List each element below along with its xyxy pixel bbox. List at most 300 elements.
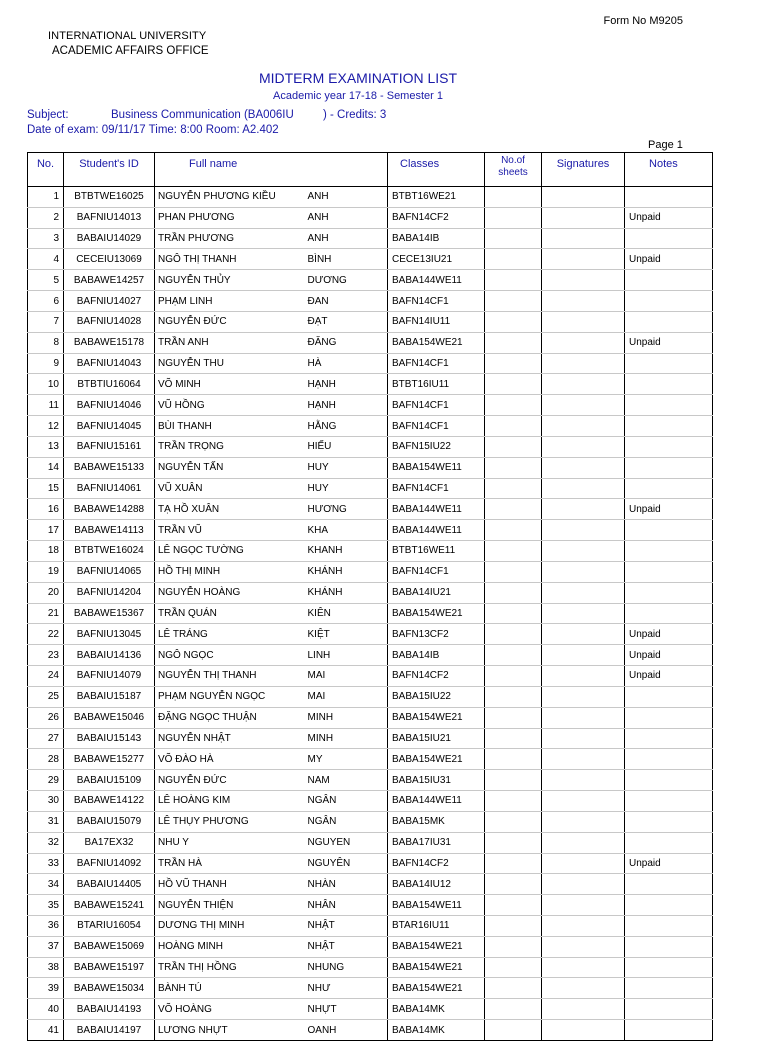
class-code: CECE13IU21	[388, 249, 485, 270]
sheets-cell	[485, 457, 542, 478]
last-name: PHẠM LINH	[155, 291, 306, 312]
first-name: KHANH	[306, 541, 388, 562]
first-name: HUY	[306, 478, 388, 499]
row-number: 1	[28, 187, 64, 208]
class-code: BABA154WE11	[388, 895, 485, 916]
row-number: 6	[28, 291, 64, 312]
table-row	[28, 832, 713, 853]
first-name: NGUYÊN	[306, 853, 388, 874]
first-name: HẰNG	[306, 416, 388, 437]
row-number: 20	[28, 582, 64, 603]
student-id: BABAIU15079	[64, 811, 155, 832]
table-row	[28, 457, 713, 478]
student-id: BABAWE15133	[64, 457, 155, 478]
page-number: Page 1	[648, 139, 683, 151]
student-id: BABAIU14193	[64, 999, 155, 1020]
note	[625, 187, 713, 208]
note	[625, 957, 713, 978]
table-row	[28, 499, 713, 520]
row-number: 35	[28, 895, 64, 916]
table-row	[28, 895, 713, 916]
last-name: HOÀNG MINH	[155, 936, 306, 957]
class-code: BTBT16WE11	[388, 541, 485, 562]
row-number: 4	[28, 249, 64, 270]
academic-year: Academic year 17-18 - Semester 1	[273, 90, 443, 102]
row-number: 23	[28, 645, 64, 666]
last-name: NGÔ NGỌC	[155, 645, 306, 666]
signature-cell	[542, 457, 625, 478]
first-name: KHA	[306, 520, 388, 541]
class-code: BABA15IU31	[388, 770, 485, 791]
last-name: NGUYỄN THIỆN	[155, 895, 306, 916]
note: Unpaid	[625, 249, 713, 270]
first-name: ĐẠT	[306, 311, 388, 332]
last-name: TRẦN ANH	[155, 332, 306, 353]
student-id: BTBTIU16064	[64, 374, 155, 395]
sheets-cell	[485, 416, 542, 437]
sheets-cell	[485, 228, 542, 249]
office-name: ACADEMIC AFFAIRS OFFICE	[52, 45, 209, 57]
class-code: BTBT16IU11	[388, 374, 485, 395]
student-id: BABAWE15197	[64, 957, 155, 978]
header-notes: Notes	[625, 153, 713, 187]
note	[625, 311, 713, 332]
note	[625, 270, 713, 291]
signature-cell	[542, 353, 625, 374]
first-name: NGÂN	[306, 811, 388, 832]
sheets-cell	[485, 811, 542, 832]
row-number: 21	[28, 603, 64, 624]
signature-cell	[542, 666, 625, 687]
first-name: DƯƠNG	[306, 270, 388, 291]
sheets-cell	[485, 291, 542, 312]
row-number: 38	[28, 957, 64, 978]
class-code: BABA154WE21	[388, 978, 485, 999]
first-name: NGÂN	[306, 791, 388, 812]
class-code: BAFN14CF2	[388, 666, 485, 687]
student-id: BAFNIU14092	[64, 853, 155, 874]
table-row	[28, 645, 713, 666]
table-row	[28, 666, 713, 687]
last-name: VŨ HỒNG	[155, 395, 306, 416]
sheets-cell	[485, 478, 542, 499]
note	[625, 728, 713, 749]
sheets-cell	[485, 541, 542, 562]
first-name: MINH	[306, 728, 388, 749]
class-code: BAFN14CF1	[388, 416, 485, 437]
last-name: TẠ HỒ XUÂN	[155, 499, 306, 520]
class-code: BAFN14CF1	[388, 478, 485, 499]
table-row	[28, 811, 713, 832]
note: Unpaid	[625, 666, 713, 687]
note	[625, 228, 713, 249]
class-code: BABA154WE11	[388, 457, 485, 478]
first-name: MY	[306, 749, 388, 770]
exam-list-table	[27, 152, 713, 1041]
signature-cell	[542, 728, 625, 749]
last-name: TRẦN TRỌNG	[155, 436, 306, 457]
class-code: BAFN15IU22	[388, 436, 485, 457]
last-name: LÊ THỤY PHƯƠNG	[155, 811, 306, 832]
row-number: 22	[28, 624, 64, 645]
class-code: BABA154WE21	[388, 603, 485, 624]
note	[625, 541, 713, 562]
student-id: BABAIU14029	[64, 228, 155, 249]
class-code: BABA17IU31	[388, 832, 485, 853]
last-name: NGUYỄN THỦY	[155, 270, 306, 291]
note	[625, 374, 713, 395]
student-id: BTBTWE16025	[64, 187, 155, 208]
last-name: NGUYỄN HOÀNG	[155, 582, 306, 603]
note: Unpaid	[625, 332, 713, 353]
table-row	[28, 207, 713, 228]
first-name: NHUNG	[306, 957, 388, 978]
row-number: 13	[28, 436, 64, 457]
row-number: 5	[28, 270, 64, 291]
class-code: BAFN14CF1	[388, 395, 485, 416]
table-row	[28, 228, 713, 249]
note	[625, 291, 713, 312]
last-name: LÊ TRÁNG	[155, 624, 306, 645]
note	[625, 1020, 713, 1041]
class-code: BABA14IB	[388, 228, 485, 249]
sheets-cell	[485, 624, 542, 645]
signature-cell	[542, 416, 625, 437]
sheets-cell	[485, 520, 542, 541]
sheets-cell	[485, 832, 542, 853]
table-row	[28, 291, 713, 312]
last-name: NGUYỄN THỊ THANH	[155, 666, 306, 687]
sheets-cell	[485, 874, 542, 895]
student-id: BABAWE15178	[64, 332, 155, 353]
signature-cell	[542, 395, 625, 416]
signature-cell	[542, 999, 625, 1020]
signature-cell	[542, 791, 625, 812]
sheets-cell	[485, 582, 542, 603]
first-name: KIÊN	[306, 603, 388, 624]
student-id: BAFNIU14027	[64, 291, 155, 312]
signature-cell	[542, 957, 625, 978]
first-name: NGUYEN	[306, 832, 388, 853]
last-name: VŨ XUÂN	[155, 478, 306, 499]
table-row	[28, 374, 713, 395]
table-row	[28, 582, 713, 603]
row-number: 30	[28, 791, 64, 812]
class-code: BABA154WE21	[388, 957, 485, 978]
class-code: BABA14IU21	[388, 582, 485, 603]
signature-cell	[542, 228, 625, 249]
table-row	[28, 978, 713, 999]
row-number: 40	[28, 999, 64, 1020]
form-number: Form No M9205	[603, 15, 683, 27]
note	[625, 874, 713, 895]
header-student-id: Student's ID	[64, 153, 155, 187]
last-name: NGUYỄN THU	[155, 353, 306, 374]
student-id: BABAIU15143	[64, 728, 155, 749]
class-code: BABA14IB	[388, 645, 485, 666]
sheets-cell	[485, 645, 542, 666]
signature-cell	[542, 541, 625, 562]
note	[625, 811, 713, 832]
last-name: BÀNH TÚ	[155, 978, 306, 999]
table-header-row	[28, 153, 713, 187]
sheets-cell	[485, 374, 542, 395]
student-id: BAFNIU15161	[64, 436, 155, 457]
first-name: KIỆT	[306, 624, 388, 645]
document-title: MIDTERM EXAMINATION LIST	[258, 70, 458, 86]
last-name: TRẦN HÀ	[155, 853, 306, 874]
signature-cell	[542, 936, 625, 957]
signature-cell	[542, 374, 625, 395]
note	[625, 895, 713, 916]
student-id: BABAWE15034	[64, 978, 155, 999]
table-row	[28, 686, 713, 707]
row-number: 33	[28, 853, 64, 874]
class-code: BAFN14CF2	[388, 207, 485, 228]
last-name: LÊ NGỌC TƯỜNG	[155, 541, 306, 562]
student-id: BAFNIU13045	[64, 624, 155, 645]
last-name: TRẦN PHƯƠNG	[155, 228, 306, 249]
sheets-cell	[485, 353, 542, 374]
sheets-cell	[485, 499, 542, 520]
note	[625, 395, 713, 416]
header-signatures: Signatures	[542, 153, 625, 187]
student-id: BABAWE15069	[64, 936, 155, 957]
note	[625, 353, 713, 374]
signature-cell	[542, 520, 625, 541]
first-name: ANH	[306, 187, 388, 208]
student-id: BABAIU14136	[64, 645, 155, 666]
first-name: KHÁNH	[306, 582, 388, 603]
row-number: 36	[28, 915, 64, 936]
student-id: BABAIU14197	[64, 1020, 155, 1041]
student-id: BABAWE15277	[64, 749, 155, 770]
table-row	[28, 728, 713, 749]
first-name: HUY	[306, 457, 388, 478]
row-number: 19	[28, 561, 64, 582]
class-code: BABA144WE11	[388, 520, 485, 541]
row-number: 2	[28, 207, 64, 228]
sheets-cell	[485, 395, 542, 416]
first-name: HẠNH	[306, 374, 388, 395]
student-id: BAFNIU14061	[64, 478, 155, 499]
row-number: 3	[28, 228, 64, 249]
student-id: BAFNIU14046	[64, 395, 155, 416]
signature-cell	[542, 478, 625, 499]
note	[625, 770, 713, 791]
note: Unpaid	[625, 624, 713, 645]
last-name: NGUYỄN NHẬT	[155, 728, 306, 749]
last-name: NHU Y	[155, 832, 306, 853]
signature-cell	[542, 499, 625, 520]
student-id: BABAWE15241	[64, 895, 155, 916]
university-name: INTERNATIONAL UNIVERSITY	[48, 30, 207, 42]
sheets-cell	[485, 791, 542, 812]
sheets-cell	[485, 666, 542, 687]
signature-cell	[542, 915, 625, 936]
student-id: BAFNIU14013	[64, 207, 155, 228]
first-name: NAM	[306, 770, 388, 791]
class-code: BAFN14IU11	[388, 311, 485, 332]
signature-cell	[542, 749, 625, 770]
table-row	[28, 332, 713, 353]
sheets-cell	[485, 249, 542, 270]
class-code: BABA144WE11	[388, 270, 485, 291]
note	[625, 999, 713, 1020]
table-row	[28, 874, 713, 895]
student-id: BAFNIU14043	[64, 353, 155, 374]
note	[625, 478, 713, 499]
row-number: 15	[28, 478, 64, 499]
note	[625, 791, 713, 812]
last-name: TRẦN VŨ	[155, 520, 306, 541]
signature-cell	[542, 207, 625, 228]
note: Unpaid	[625, 499, 713, 520]
student-id: BAFNIU14079	[64, 666, 155, 687]
student-id: BABAIU14405	[64, 874, 155, 895]
first-name: KHÁNH	[306, 561, 388, 582]
table-row	[28, 999, 713, 1020]
row-number: 17	[28, 520, 64, 541]
table-row	[28, 624, 713, 645]
last-name: TRẦN THỊ HỒNG	[155, 957, 306, 978]
first-name: ANH	[306, 228, 388, 249]
row-number: 16	[28, 499, 64, 520]
table-row	[28, 603, 713, 624]
sheets-cell	[485, 603, 542, 624]
row-number: 26	[28, 707, 64, 728]
row-number: 31	[28, 811, 64, 832]
signature-cell	[542, 561, 625, 582]
class-code: BABA14IU12	[388, 874, 485, 895]
signature-cell	[542, 874, 625, 895]
row-number: 10	[28, 374, 64, 395]
class-code: BABA154WE21	[388, 332, 485, 353]
last-name: ĐẶNG NGỌC THUẬN	[155, 707, 306, 728]
last-name: DƯƠNG THỊ MINH	[155, 915, 306, 936]
table-row	[28, 936, 713, 957]
sheets-cell	[485, 728, 542, 749]
signature-cell	[542, 645, 625, 666]
first-name: ĐAN	[306, 291, 388, 312]
sheets-cell	[485, 1020, 542, 1041]
note	[625, 561, 713, 582]
signature-cell	[542, 832, 625, 853]
row-number: 7	[28, 311, 64, 332]
signature-cell	[542, 582, 625, 603]
note	[625, 603, 713, 624]
note	[625, 520, 713, 541]
class-code: BAFN13CF2	[388, 624, 485, 645]
first-name: MAI	[306, 666, 388, 687]
class-code: BAFN14CF2	[388, 853, 485, 874]
note: Unpaid	[625, 853, 713, 874]
sheets-cell	[485, 749, 542, 770]
first-name: ĐĂNG	[306, 332, 388, 353]
row-number: 8	[28, 332, 64, 353]
note	[625, 707, 713, 728]
first-name: NHỰT	[306, 999, 388, 1020]
student-id: BABAWE14288	[64, 499, 155, 520]
student-id: BABAWE14257	[64, 270, 155, 291]
first-name: ANH	[306, 207, 388, 228]
student-id: BAFNIU14045	[64, 416, 155, 437]
sheets-cell	[485, 207, 542, 228]
subject-label: Subject:	[27, 109, 69, 121]
last-name: LÊ HOÀNG KIM	[155, 791, 306, 812]
sheets-cell	[485, 270, 542, 291]
table-row	[28, 541, 713, 562]
first-name: LINH	[306, 645, 388, 666]
first-name: OANH	[306, 1020, 388, 1041]
row-number: 25	[28, 686, 64, 707]
class-code: BABA144WE11	[388, 499, 485, 520]
signature-cell	[542, 249, 625, 270]
student-id: BTARIU16054	[64, 915, 155, 936]
table-row	[28, 436, 713, 457]
signature-cell	[542, 707, 625, 728]
sheets-cell	[485, 686, 542, 707]
note	[625, 416, 713, 437]
first-name: NHẬT	[306, 936, 388, 957]
note	[625, 749, 713, 770]
last-name: TRẦN QUÁN	[155, 603, 306, 624]
signature-cell	[542, 270, 625, 291]
header-classes: Classes	[388, 153, 485, 187]
row-number: 28	[28, 749, 64, 770]
row-number: 24	[28, 666, 64, 687]
signature-cell	[542, 187, 625, 208]
note	[625, 686, 713, 707]
student-id: BA17EX32	[64, 832, 155, 853]
class-code: BABA15IU22	[388, 686, 485, 707]
table-row	[28, 915, 713, 936]
credits: ) - Credits: 3	[323, 109, 387, 121]
signature-cell	[542, 895, 625, 916]
table-row	[28, 561, 713, 582]
row-number: 32	[28, 832, 64, 853]
sheets-cell	[485, 436, 542, 457]
note: Unpaid	[625, 207, 713, 228]
signature-cell	[542, 291, 625, 312]
table-row	[28, 749, 713, 770]
sheets-cell	[485, 895, 542, 916]
row-number: 14	[28, 457, 64, 478]
table-row	[28, 416, 713, 437]
sheets-cell	[485, 187, 542, 208]
student-id: BABAWE15367	[64, 603, 155, 624]
first-name: NHÀN	[306, 874, 388, 895]
row-number: 27	[28, 728, 64, 749]
subject-value: Business Communication (BA006IU	[111, 109, 294, 121]
class-code: BABA14MK	[388, 1020, 485, 1041]
student-id: BABAWE15046	[64, 707, 155, 728]
class-code: BABA154WE21	[388, 936, 485, 957]
first-name: NHƯ	[306, 978, 388, 999]
class-code: BABA14MK	[388, 999, 485, 1020]
last-name: NGÔ THỊ THANH	[155, 249, 306, 270]
sheets-cell	[485, 561, 542, 582]
row-number: 11	[28, 395, 64, 416]
row-number: 12	[28, 416, 64, 437]
note	[625, 936, 713, 957]
note	[625, 457, 713, 478]
first-name: MAI	[306, 686, 388, 707]
table-row	[28, 311, 713, 332]
signature-cell	[542, 311, 625, 332]
header-no: No.	[28, 153, 64, 187]
last-name: HỒ VŨ THANH	[155, 874, 306, 895]
